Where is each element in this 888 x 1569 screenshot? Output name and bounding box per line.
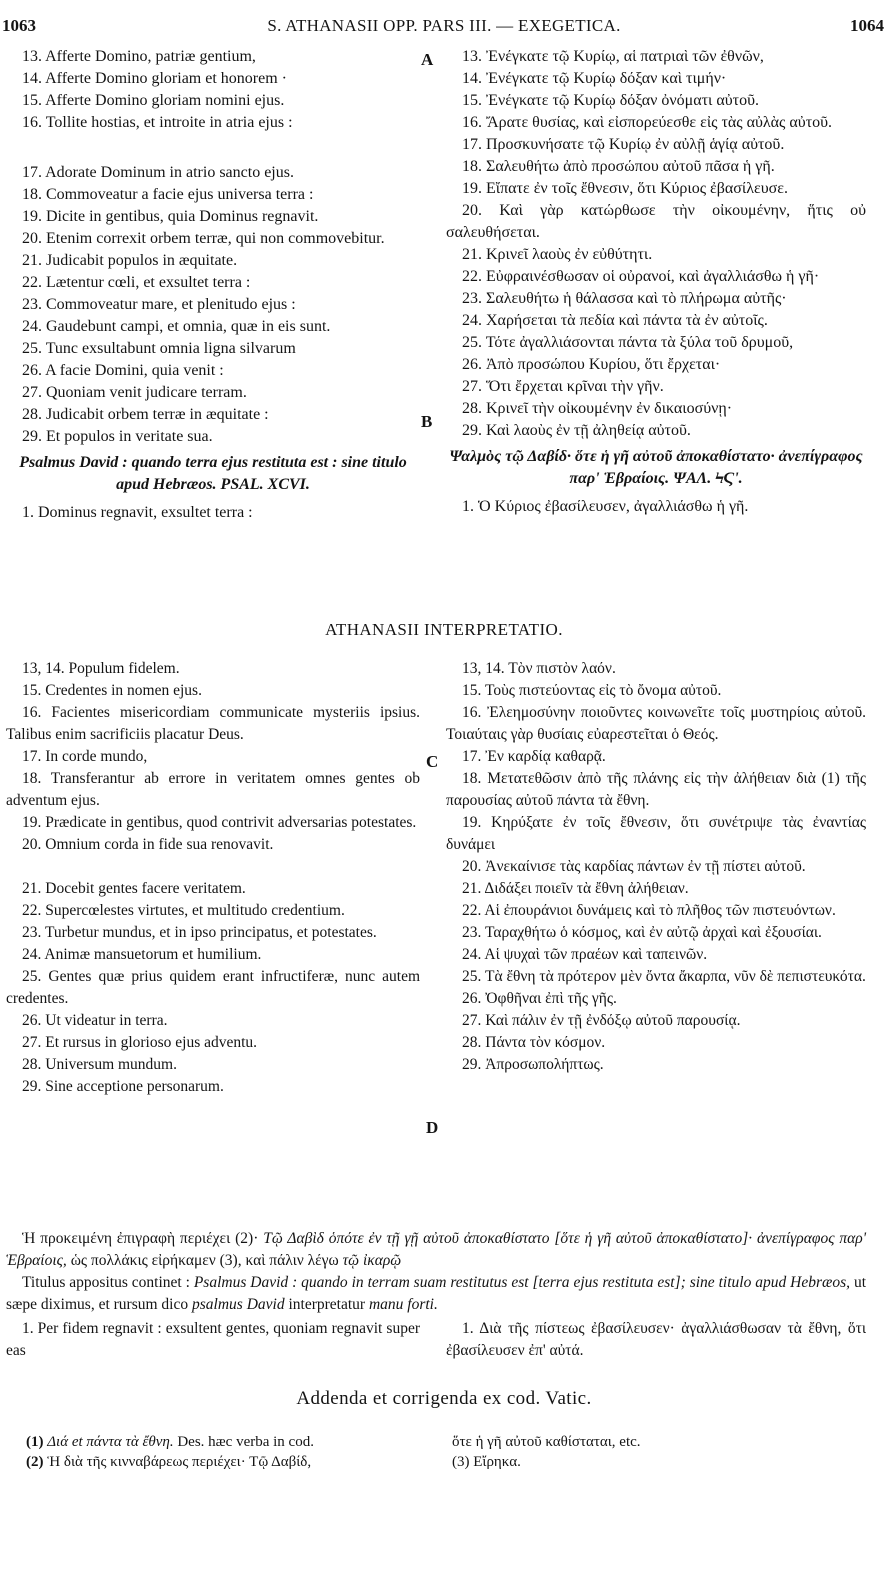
verse: 26. Ut videatur in terra.	[22, 1012, 168, 1029]
verse: 19. Dicite in gentibus, quia Dominus regnavit.	[22, 208, 319, 225]
verse: 21. Διδάξει ποιεῖν τὰ ἔθνη ἀλήθειαν.	[462, 880, 689, 897]
footnote-3: (3) Εἴρηκα.	[452, 1454, 521, 1470]
column-marker-c: C	[426, 752, 439, 771]
running-header	[0, 14, 888, 38]
column-marker-a: A	[421, 50, 434, 69]
verse: 16. Tollite hostias, et introite in atria ejus :	[22, 114, 293, 131]
psalm-title-greek: Ψαλμὸς τῷ Δαβίδ· ὅτε ἡ γῆ αὐτοῦ ἀποκαθίστατο· ἀνεπίγραφος παρ' Ἑβραίοις. ΨΑΛ. ϞϚ'.	[449, 448, 863, 487]
verse: 23. Ταραχθήτω ὁ κόσμος, καὶ ἐν αὐτῷ ἀρχαὶ καὶ ἐξουσίαι.	[462, 924, 822, 941]
verse: 24. Χαρήσεται τὰ πεδία καὶ πάντα τὰ ἐν αὐτοῖς.	[462, 312, 768, 329]
verse: 29. Ἀπροσωπολήπτως.	[462, 1056, 604, 1073]
verse: 16. Ἐλεημοσύνην ποιοῦντες κοινωνεῖτε τοῖς μυστηρίοις αὐτοῦ. Τοιαύταις γὰρ θυσίαις εὐαρεστεῖται ὁ Θεός.	[446, 704, 867, 743]
verse: 1. Διὰ τῆς πίστεως ἐβασίλευσεν· ἀγαλλιάσθωσαν τὰ ἔθνη, ὅτι ἐβασίλευσεν ἐπ' αὐτά.	[446, 1320, 866, 1359]
verse: 18. Transferantur ab errore in veritatem omnes gentes ob adventum ejus.	[6, 770, 420, 809]
column-marker-d: D	[426, 1118, 439, 1137]
footnotes-left	[26, 1432, 446, 1472]
verse: 23. Σαλευθήτω ἡ θάλασσα καὶ τὸ πλήρωμα αὐτῆς·	[462, 290, 787, 307]
verse: 19. Εἴπατε ἐν τοῖς ἔθνεσιν, ὅτι Κύριος ἐβασίλευσε.	[462, 180, 788, 197]
verse: 14. Afferte Domino gloriam et honorem ·	[22, 70, 287, 87]
verse: 22. Εὐφραινέσθωσαν οἱ οὐρανοί, καὶ ἀγαλλιάσθω ἡ γῆ·	[462, 268, 820, 285]
verse: 26. A facie Domini, quia venit :	[22, 362, 224, 379]
verse: 29. Καὶ λαοὺς ἐν τῇ ἀληθείᾳ αὐτοῦ.	[462, 422, 691, 439]
verse: 28. Κρινεῖ τὴν οἰκουμένην ἐν δικαιοσύνῃ·	[462, 400, 733, 417]
page-number-left: 1063	[2, 16, 36, 35]
verse: 22. Lætentur cœli, et exsultet terra :	[22, 274, 251, 291]
footnotes-right	[452, 1432, 872, 1472]
verse: 25. Τότε ἀγαλλιάσονται πάντα τὰ ξύλα τοῦ δρυμοῦ,	[462, 334, 794, 351]
verse: 20. Omnium corda in fide sua renovavit.	[22, 836, 274, 853]
page-number-right: 1064	[850, 16, 884, 35]
verse: 27. Ὅτι ἔρχεται κρῖναι τὴν γῆν.	[462, 378, 664, 395]
verse: 15. Afferte Domino gloriam nomini ejus.	[22, 92, 285, 109]
verse: 25. Gentes quæ prius quidem erant infructiferæ, nunc autem credentes.	[6, 968, 421, 1007]
psalm-title-latin: Psalmus David : quando terra ejus restituta est : sine titulo apud Hebræos. PSAL. XCVI.	[19, 454, 407, 493]
verse: 25. Tunc exsultabunt omnia ligna silvarum	[22, 340, 296, 357]
verse: 17. Προσκυνήσατε τῷ Κυρίῳ ἐν αὐλῇ ἁγίᾳ αὐτοῦ.	[462, 136, 785, 153]
final-latin-verse	[6, 1318, 420, 1362]
interpretation-latin-column	[6, 658, 420, 1098]
verse: 23. Commoveatur mare, et plenitudo ejus :	[22, 296, 296, 313]
verse: 20. Etenim correxit orbem terræ, qui non commovebitur.	[22, 230, 385, 247]
latin-commentary-paragraph: Titulus appositus continet : Psalmus David : quando in terram suam restitutus est [terra ejus restituta est]; sine titulo apud Hebræos, ut sæpe diximus, et rursum dico psalmus David interpretatur manu forti.	[6, 1274, 866, 1313]
verse: 17. In corde mundo,	[22, 748, 148, 765]
verse: 20. Καὶ γὰρ κατώρθωσε τὴν οἰκουμένην, ἥτις οὐ σαλευθήσεται.	[446, 202, 867, 241]
verse-1-greek: 1. Ὁ Κύριος ἐβασίλευσεν, ἀγαλλιάσθω ἡ γῆ.	[462, 498, 749, 515]
footnote-2-continued: ὅτε ἡ γῆ αὐτοῦ καθίσταται, etc.	[452, 1434, 641, 1450]
verse: 27. Quoniam venit judicare terram.	[22, 384, 247, 401]
verse: 26. Ὀφθῆναι ἐπὶ τῆς γῆς.	[462, 990, 617, 1007]
running-title: S. ATHANASII OPP. PARS III. — EXEGETICA.	[267, 16, 621, 35]
verse: 18. Commoveatur a facie ejus universa terra :	[22, 186, 314, 203]
verse: 18. Μετατεθῶσιν ἀπὸ τῆς πλάνης εἰς τὴν ἀλήθειαν διὰ (1) τῆς παρουσίας αὐτοῦ πάντα τὰ ἔθνη.	[446, 770, 867, 809]
verse: 16. Facientes misericordiam communicate mysteriis ipsius. Talibus enim sacrificiis placatur Deus.	[6, 704, 421, 743]
verse: 25. Τὰ ἔθνη τὰ πρότερον μὲν ὄντα ἄκαρπα, νῦν δὲ πεπιστευκότα.	[462, 968, 866, 985]
verse: 28. Judicabit orbem terræ in æquitate :	[22, 406, 269, 423]
verse: 27. Et rursus in glorioso ejus adventu.	[22, 1034, 258, 1051]
verse: 21. Κρινεῖ λαοὺς ἐν εὐθύτητι.	[462, 246, 653, 263]
verse-1-latin: 1. Dominus regnavit, exsultet terra :	[22, 504, 253, 521]
title-commentary	[6, 1228, 866, 1316]
verse: 16. Ἄρατε θυσίας, καὶ εἰσπορεύεσθε εἰς τὰς αὐλὰς αὐτοῦ.	[462, 114, 833, 131]
verse: 26. Ἀπὸ προσώπου Κυρίου, ὅτι ἔρχεται·	[462, 356, 721, 373]
verse: 28. Universum mundum.	[22, 1056, 177, 1073]
verse: 1. Per fidem regnavit : exsultent gentes, quoniam regnavit super eas	[6, 1320, 420, 1359]
verse: 29. Sine acceptione personarum.	[22, 1078, 224, 1095]
column-marker-b: B	[421, 412, 433, 431]
interpretation-greek-column	[446, 658, 866, 1076]
section-title: ATHANASII INTERPRETATIO.	[325, 620, 563, 639]
verse: 13, 14. Populum fidelem.	[22, 660, 180, 677]
verse: 24. Gaudebunt campi, et omnia, quæ in eis sunt.	[22, 318, 331, 335]
addenda-title: Addenda et corrigenda ex cod. Vatic.	[296, 1388, 592, 1409]
verse: 14. Ἐνέγκατε τῷ Κυρίῳ δόξαν καὶ τιμήν·	[462, 70, 727, 87]
verse: 17. Ἐν καρδίᾳ καθαρᾷ.	[462, 748, 606, 765]
verse: 13. Afferte Domino, patriæ gentium,	[22, 48, 256, 65]
psalm-latin-column	[6, 46, 420, 524]
footnote-2: (2) Ἡ διὰ τῆς κινναβάρεως περιέχει· Τῷ Δαβίδ,	[26, 1454, 312, 1470]
verse: 15. Τοὺς πιστεύοντας εἰς τὸ ὄνομα αὐτοῦ.	[462, 682, 722, 699]
verse: 24. Αἱ ψυχαὶ τῶν πραέων καὶ ταπεινῶν.	[462, 946, 708, 963]
verse: 29. Et populos in veritate sua.	[22, 428, 213, 445]
footnote-1: (1) Διά et πάντα τὰ ἔθνη. Des. hæc verba in cod.	[26, 1434, 314, 1450]
verse: 24. Animæ mansuetorum et humilium.	[22, 946, 262, 963]
final-greek-verse	[446, 1318, 866, 1362]
verse: 13. Ἐνέγκατε τῷ Κυρίῳ, αἱ πατριαὶ τῶν ἐθνῶν,	[462, 48, 764, 65]
verse: 27. Καὶ πάλιν ἐν τῇ ἐνδόξῳ αὐτοῦ παρουσίᾳ.	[462, 1012, 741, 1029]
verse: 21. Judicabit populos in æquitate.	[22, 252, 238, 269]
verse: 13, 14. Τὸν πιστὸν λαόν.	[462, 660, 616, 677]
verse: 22. Supercœlestes virtutes, et multitudo credentium.	[22, 902, 345, 919]
verse: 22. Αἱ ἐπουράνιοι δυνάμεις καὶ τὸ πλῆθος τῶν πιστευόντων.	[462, 902, 836, 919]
verse: 19. Κηρύξατε ἐν τοῖς ἔθνεσιν, ὅτι συνέτριψε τὰς ἐναντίας δυνάμει	[446, 814, 866, 853]
verse: 28. Πάντα τὸν κόσμον.	[462, 1034, 606, 1051]
verse: 20. Ἀνεκαίνισε τὰς καρδίας πάντων ἐν τῇ πίστει αὐτοῦ.	[462, 858, 806, 875]
verse: 23. Turbetur mundus, et in ipso principatus, et potestates.	[22, 924, 377, 941]
psalm-greek-column	[446, 46, 866, 518]
verse: 18. Σαλευθήτω ἀπὸ προσώπου αὐτοῦ πᾶσα ἡ γῆ.	[462, 158, 775, 175]
verse: 17. Adorate Dominum in atrio sancto ejus.	[22, 164, 294, 181]
verse: 19. Prædicate in gentibus, quod contrivit adversarias potestates.	[22, 814, 417, 831]
greek-commentary-paragraph: Ἡ προκειμένη ἐπιγραφὴ περιέχει (2)· Τῷ Δαβὶδ ὁπότε ἐν τῇ γῇ αὐτοῦ ἀποκαθίστατο [ὅτε ἡ γῆ αὐτοῦ ἀποκαθίστατο]· ἀνεπίγραφος παρ' Ἑβραίοις, ὡς πολλάκις εἰρήκαμεν (3), καὶ πάλιν λέγω τῷ ἰκαρῷ	[6, 1230, 867, 1269]
verse: 21. Docebit gentes facere veritatem.	[22, 880, 246, 897]
verse: 15. Ἐνέγκατε τῷ Κυρίῳ δόξαν ὀνόματι αὐτοῦ.	[462, 92, 759, 109]
verse: 15. Credentes in nomen ejus.	[22, 682, 202, 699]
